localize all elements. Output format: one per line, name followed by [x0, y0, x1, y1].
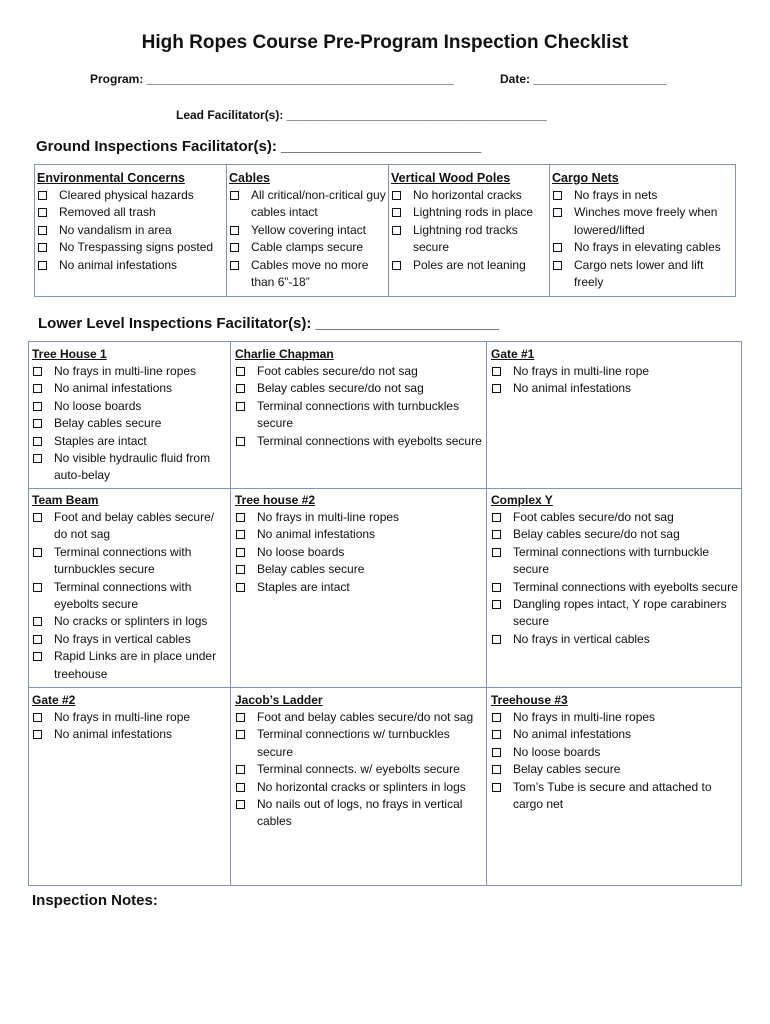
- checklist-item[interactable]: Staples are intact: [235, 579, 483, 596]
- checkbox-icon[interactable]: [492, 367, 501, 376]
- checklist-item[interactable]: Belay cables secure: [32, 415, 228, 432]
- checklist-item[interactable]: No loose boards: [491, 744, 739, 761]
- checkbox-icon[interactable]: [33, 548, 42, 557]
- checklist: [491, 709, 739, 813]
- checklist: [32, 363, 228, 485]
- checklist-item[interactable]: Foot and belay cables secure/ do not sag: [32, 509, 228, 544]
- checkbox-icon[interactable]: [33, 367, 42, 376]
- checkbox-icon[interactable]: [38, 226, 47, 235]
- checkbox-icon[interactable]: [33, 437, 42, 446]
- checklist-item[interactable]: No frays in multi-line ropes: [235, 509, 483, 526]
- checklist: [391, 187, 548, 274]
- checklist-item[interactable]: Belay cables secure/do not sag: [491, 526, 741, 543]
- checklist-item[interactable]: Cargo nets lower and lift freely: [552, 257, 734, 292]
- checkbox-icon[interactable]: [236, 565, 245, 574]
- checklist-item[interactable]: Terminal connections w/ turnbuckles secure: [235, 726, 483, 761]
- inspection-notes-label: Inspection Notes:: [32, 892, 158, 909]
- checklist-item[interactable]: No loose boards: [235, 544, 483, 561]
- checkbox-icon[interactable]: [33, 617, 42, 626]
- checklist-item[interactable]: No horizontal cracks: [391, 187, 548, 204]
- checkbox-icon[interactable]: [492, 730, 501, 739]
- checkbox-icon[interactable]: [33, 454, 42, 463]
- checklist: [235, 709, 483, 831]
- checklist-item[interactable]: No nails out of logs, no frays in vertical cables: [235, 796, 483, 831]
- element-header: Tree House 1: [32, 347, 107, 361]
- checkbox-icon[interactable]: [33, 652, 42, 661]
- checkbox-icon[interactable]: [492, 713, 501, 722]
- page-title: High Ropes Course Pre-Program Inspection Checklist: [141, 32, 629, 53]
- checklist-item[interactable]: Tom’s Tube is secure and attached to cargo net: [491, 779, 739, 814]
- element-jacobs-ladder: [235, 692, 483, 831]
- column-header: Cables: [229, 171, 270, 185]
- checkbox-icon[interactable]: [33, 384, 42, 393]
- checklist-item[interactable]: Foot and belay cables secure/do not sag: [235, 709, 483, 726]
- checkbox-icon[interactable]: [33, 513, 42, 522]
- checkbox-icon[interactable]: [236, 713, 245, 722]
- checklist-item[interactable]: Removed all trash: [37, 204, 226, 221]
- checkbox-icon[interactable]: [236, 583, 245, 592]
- checklist-item[interactable]: Belay cables secure: [235, 561, 483, 578]
- checkbox-icon[interactable]: [236, 730, 245, 739]
- checkbox-icon[interactable]: [236, 513, 245, 522]
- element-header: Treehouse #3: [491, 693, 568, 707]
- checklist-item[interactable]: No animal infestations: [32, 380, 228, 397]
- checklist-item[interactable]: No frays in elevating cables: [552, 239, 734, 256]
- checklist-item[interactable]: Cable clamps secure: [229, 239, 386, 256]
- checklist-item[interactable]: Belay cables secure: [491, 761, 739, 778]
- checkbox-icon[interactable]: [236, 783, 245, 792]
- checkbox-icon[interactable]: [33, 419, 42, 428]
- element-treehouse-3: [491, 692, 739, 813]
- checkbox-icon[interactable]: [33, 713, 42, 722]
- checkbox-icon[interactable]: [236, 437, 245, 446]
- element-gate-2: [32, 692, 228, 744]
- checkbox-icon[interactable]: [492, 635, 501, 644]
- element-header: Gate #2: [32, 693, 76, 707]
- checkbox-icon[interactable]: [236, 800, 245, 809]
- checklist-item[interactable]: No animal infestations: [235, 526, 483, 543]
- checklist-item[interactable]: No frays in multi-line ropes: [491, 709, 739, 726]
- checklist-item[interactable]: Foot cables secure/do not sag: [235, 363, 483, 380]
- element-header: Complex Y: [491, 493, 553, 507]
- checkbox-icon[interactable]: [230, 243, 239, 252]
- element-header: Team Beam: [32, 493, 99, 507]
- date-field-label: Date: ____________________: [500, 72, 667, 86]
- program-field-label: Program: ______________________________________________: [90, 72, 454, 86]
- checkbox-icon[interactable]: [236, 530, 245, 539]
- checklist-item[interactable]: Terminal connections with eyebolts secure: [32, 579, 228, 614]
- checklist: [32, 709, 228, 744]
- checklist-item[interactable]: All critical/non-critical guy cables intact: [229, 187, 386, 222]
- checkbox-icon[interactable]: [38, 243, 47, 252]
- ground-divider: [549, 164, 550, 297]
- checkbox-icon[interactable]: [553, 243, 562, 252]
- element-header: Tree house #2: [235, 493, 316, 507]
- checkbox-icon[interactable]: [492, 765, 501, 774]
- element-gate-1: [491, 346, 739, 398]
- checklist: [229, 187, 386, 291]
- checklist-item[interactable]: Cleared physical hazards: [37, 187, 226, 204]
- checklist-item[interactable]: Foot cables secure/do not sag: [491, 509, 741, 526]
- checklist-item[interactable]: No animal infestations: [37, 257, 226, 274]
- checkbox-icon[interactable]: [392, 261, 401, 270]
- checklist-item[interactable]: No animal infestations: [32, 726, 228, 743]
- checkbox-icon[interactable]: [553, 208, 562, 217]
- column-header: Cargo Nets: [552, 171, 619, 185]
- checkbox-icon[interactable]: [38, 261, 47, 270]
- checklist-item[interactable]: Yellow covering intact: [229, 222, 386, 239]
- checklist-item[interactable]: Lightning rod tracks secure: [391, 222, 548, 257]
- checkbox-icon[interactable]: [236, 402, 245, 411]
- lower-divider: [28, 687, 742, 688]
- lower-divider: [486, 341, 487, 886]
- checklist-item[interactable]: No animal infestations: [491, 380, 739, 397]
- element-header: Jacob’s Ladder: [235, 693, 323, 707]
- ground-divider: [388, 164, 389, 297]
- checkbox-icon[interactable]: [492, 548, 501, 557]
- column-header: Environmental Concerns: [37, 171, 185, 185]
- checklist-item[interactable]: No frays in multi-line rope: [491, 363, 739, 380]
- checklist-item[interactable]: No frays in multi-line ropes: [32, 363, 228, 380]
- checklist: [552, 187, 734, 291]
- checklist-item[interactable]: Terminal connections with turnbuckle secure: [491, 544, 741, 579]
- ground-column-poles: [391, 169, 548, 274]
- checklist-item[interactable]: Poles are not leaning: [391, 257, 548, 274]
- checklist-item[interactable]: No visible hydraulic fluid from auto-belay: [32, 450, 228, 485]
- checkbox-icon[interactable]: [230, 261, 239, 270]
- ground-column-cables: [229, 169, 386, 291]
- checklist: [235, 363, 483, 450]
- element-header: Charlie Chapman: [235, 347, 334, 361]
- checklist-item[interactable]: Staples are intact: [32, 433, 228, 450]
- checkbox-icon[interactable]: [33, 583, 42, 592]
- checkbox-icon[interactable]: [553, 261, 562, 270]
- checkbox-icon[interactable]: [492, 513, 501, 522]
- checklist-item[interactable]: Winches move freely when lowered/lifted: [552, 204, 734, 239]
- checklist-item[interactable]: No horizontal cracks or splinters in logs: [235, 779, 483, 796]
- checklist-item[interactable]: Rapid Links are in place under treehouse: [32, 648, 228, 683]
- checkbox-icon[interactable]: [553, 191, 562, 200]
- element-team-beam: [32, 492, 228, 683]
- checklist-item[interactable]: Terminal connects. w/ eyebolts secure: [235, 761, 483, 778]
- checklist-item[interactable]: No loose boards: [32, 398, 228, 415]
- checklist: [32, 509, 228, 683]
- checklist-item[interactable]: Terminal connections with turnbuckles secure: [32, 544, 228, 579]
- lower-inspections-heading: Lower Level Inspections Facilitator(s): ______________________: [38, 315, 500, 332]
- ground-column-environmental: [37, 169, 226, 274]
- checklist-item[interactable]: Terminal connections with eyebolts secure: [235, 433, 483, 450]
- checklist: [37, 187, 226, 274]
- element-tree-house-1: [32, 346, 228, 485]
- checklist-item[interactable]: No Trespassing signs posted: [37, 239, 226, 256]
- checkbox-icon[interactable]: [236, 384, 245, 393]
- checklist-item[interactable]: No frays in multi-line rope: [32, 709, 228, 726]
- checkbox-icon[interactable]: [492, 530, 501, 539]
- checkbox-icon[interactable]: [236, 765, 245, 774]
- lower-divider: [28, 488, 742, 489]
- element-complex-y: [491, 492, 741, 648]
- checkbox-icon[interactable]: [236, 548, 245, 557]
- ground-column-cargo-nets: [552, 169, 734, 291]
- checkbox-icon[interactable]: [492, 600, 501, 609]
- checklist: [491, 363, 739, 398]
- checklist-item[interactable]: No frays in vertical cables: [491, 631, 741, 648]
- checklist-item[interactable]: Terminal connections with eyebolts secure: [491, 579, 741, 596]
- checklist: [235, 509, 483, 596]
- checklist-item[interactable]: Terminal connections with turnbuckles secure: [235, 398, 483, 433]
- element-header: Gate #1: [491, 347, 535, 361]
- lower-divider: [230, 341, 231, 886]
- column-header: Vertical Wood Poles: [391, 171, 511, 185]
- lead-facilitator-field-label: Lead Facilitator(s): _______________________________________: [176, 108, 547, 122]
- checklist-item[interactable]: No cracks or splinters in logs: [32, 613, 228, 630]
- checkbox-icon[interactable]: [492, 384, 501, 393]
- element-charlie-chapman: [235, 346, 483, 450]
- checkbox-icon[interactable]: [33, 635, 42, 644]
- checkbox-icon[interactable]: [33, 402, 42, 411]
- checkbox-icon[interactable]: [492, 783, 501, 792]
- checkbox-icon[interactable]: [392, 191, 401, 200]
- checklist-item[interactable]: Belay cables secure/do not sag: [235, 380, 483, 397]
- checkbox-icon[interactable]: [38, 191, 47, 200]
- ground-divider: [226, 164, 227, 297]
- checklist-item[interactable]: No frays in nets: [552, 187, 734, 204]
- checklist-item[interactable]: No vandalism in area: [37, 222, 226, 239]
- ground-inspections-heading: Ground Inspections Facilitator(s): ________________________: [36, 138, 482, 155]
- checklist-item[interactable]: Cables move no more than 6”-18”: [229, 257, 386, 292]
- element-tree-house-2: [235, 492, 483, 596]
- checklist: [491, 509, 741, 648]
- checkbox-icon[interactable]: [33, 730, 42, 739]
- checkbox-icon[interactable]: [392, 226, 401, 235]
- checkbox-icon[interactable]: [38, 208, 47, 217]
- checkbox-icon[interactable]: [236, 367, 245, 376]
- checkbox-icon[interactable]: [492, 583, 501, 592]
- checkbox-icon[interactable]: [492, 748, 501, 757]
- checkbox-icon[interactable]: [392, 208, 401, 217]
- checklist-item[interactable]: Dangling ropes intact, Y rope carabiners secure: [491, 596, 741, 631]
- checklist-item[interactable]: No frays in vertical cables: [32, 631, 228, 648]
- checkbox-icon[interactable]: [230, 191, 239, 200]
- checkbox-icon[interactable]: [230, 226, 239, 235]
- checklist-item[interactable]: Lightning rods in place: [391, 204, 548, 221]
- checklist-item[interactable]: No animal infestations: [491, 726, 739, 743]
